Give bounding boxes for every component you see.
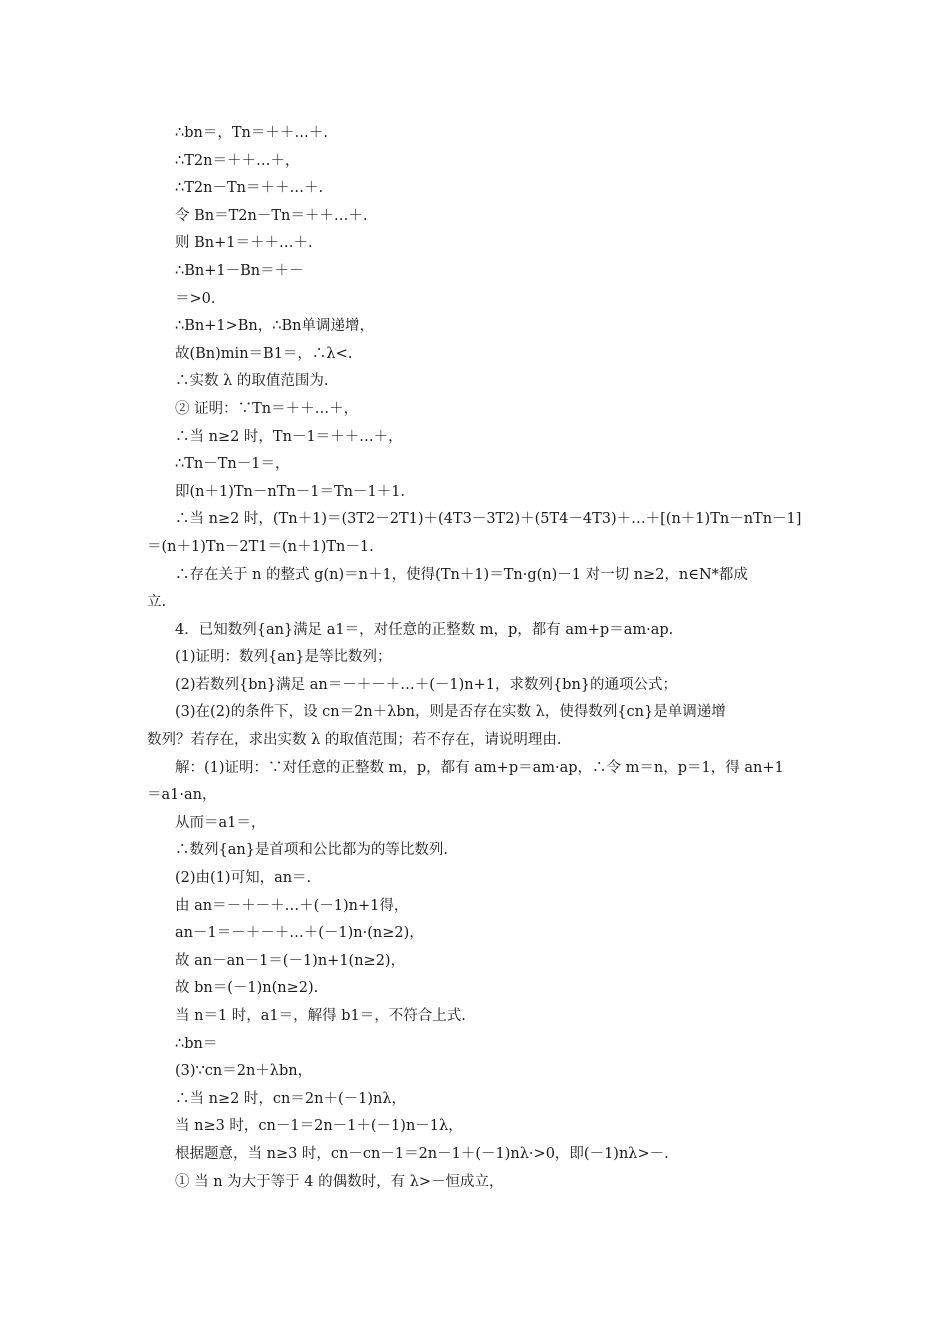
document-body bbox=[147, 120, 819, 1196]
text-line: ∴Bn+1－Bn＝＋－ bbox=[175, 262, 304, 279]
text-line: 则 Bn+1＝＋＋…＋. bbox=[175, 235, 313, 252]
text-line: ∴Bn+1>Bn，∴Bn单调递增， bbox=[175, 318, 374, 335]
text-line: ∴当 n≥2 时，(Tn＋1)＝(3T2－2T1)＋(4T3－3T2)＋(5T4－4T3)＋…＋[(n＋1)Tn－nTn－1] bbox=[175, 511, 802, 528]
text-line: (3)在(2)的条件下，设 cn＝2n＋λbn，则是否存在实数 λ，使得数列{cn}是单调递增 bbox=[175, 704, 726, 721]
text-line: ∴Tn－Tn－1＝， bbox=[175, 456, 290, 473]
text-line: (2)由(1)可知，an＝. bbox=[175, 870, 312, 887]
text-line: (1)证明：数列{an}是等比数列； bbox=[175, 649, 392, 666]
text-line: an－1＝－＋－＋…＋(－1)n·(n≥2)， bbox=[175, 925, 424, 942]
text-line: 即(n＋1)Tn－nTn－1＝Tn－1＋1. bbox=[175, 483, 406, 500]
text-line: 令 Bn＝T2n－Tn＝＋＋…＋. bbox=[175, 207, 368, 224]
text-line: ∴bn＝，Tn＝＋＋…＋. bbox=[175, 125, 328, 141]
text-line: 故(Bn)min＝B1＝，∴λ<. bbox=[175, 345, 353, 362]
text-line: 数列？若存在，求出实数 λ 的取值范围；若不存在，请说明理由. bbox=[147, 732, 562, 749]
text-line: ∴当 n≥2 时，Tn－1＝＋＋…＋， bbox=[175, 428, 403, 445]
text-line: ∴T2n－Tn＝＋＋…＋. bbox=[175, 180, 324, 197]
text-line: 故 an－an－1＝(－1)n+1(n≥2)， bbox=[175, 952, 406, 969]
text-line: 4．已知数列{an}满足 a1＝，对任意的正整数 m，p，都有 am+p＝am·ap. bbox=[175, 621, 674, 638]
text-line: 从而＝a1＝， bbox=[175, 814, 266, 831]
text-line: 由 an＝－＋－＋…＋(－1)n+1得， bbox=[175, 897, 409, 914]
text-line: 当 n≥3 时，cn－1＝2n－1＋(－1)n－1λ， bbox=[175, 1118, 463, 1135]
text-line: (2)若数列{bn}满足 an＝－＋－＋…＋(－1)n+1，求数列{bn}的通项公式； bbox=[175, 676, 678, 693]
text-line: 根据题意，当 n≥3 时，cn－cn－1＝2n－1＋(－1)nλ·>0，即(－1)nλ>－. bbox=[175, 1145, 669, 1162]
text-line: 立. bbox=[147, 594, 167, 611]
text-line: (3)∵cn＝2n＋λbn， bbox=[175, 1063, 313, 1080]
text-line: ∴bn＝ bbox=[175, 1035, 218, 1052]
text-line: ＝>0. bbox=[175, 290, 216, 307]
text-line: ∴T2n＝＋＋…＋， bbox=[175, 152, 300, 169]
text-line: ∴当 n≥2 时，cn＝2n＋(－1)nλ， bbox=[175, 1090, 407, 1107]
text-line: 当 n＝1 时，a1＝，解得 b1＝，不符合上式. bbox=[175, 1008, 466, 1024]
text-line: ＝a1·an， bbox=[147, 787, 217, 804]
text-line: ∴数列{an}是首项和公比都为的等比数列. bbox=[175, 842, 449, 859]
text-line: 解：(1)证明：∵对任意的正整数 m，p，都有 am+p＝am·ap，∴令 m＝n，p＝1，得 an+1 bbox=[175, 759, 784, 776]
text-line: ∴存在关于 n 的整式 g(n)＝n＋1，使得(Tn＋1)＝Tn·g(n)－1 对一切 n≥2，n∈N*都成 bbox=[175, 566, 748, 583]
text-line: ② 证明：∵Tn＝＋＋…＋， bbox=[175, 400, 359, 417]
text-line: ＝(n＋1)Tn－2T1＝(n＋1)Tn－1. bbox=[147, 538, 374, 555]
text-line: ① 当 n 为大于等于 4 的偶数时，有 λ>－恒成立， bbox=[175, 1173, 504, 1190]
text-line: ∴实数 λ 的取值范围为. bbox=[175, 373, 329, 390]
text-line: 故 bn＝(－1)n(n≥2). bbox=[175, 980, 319, 997]
